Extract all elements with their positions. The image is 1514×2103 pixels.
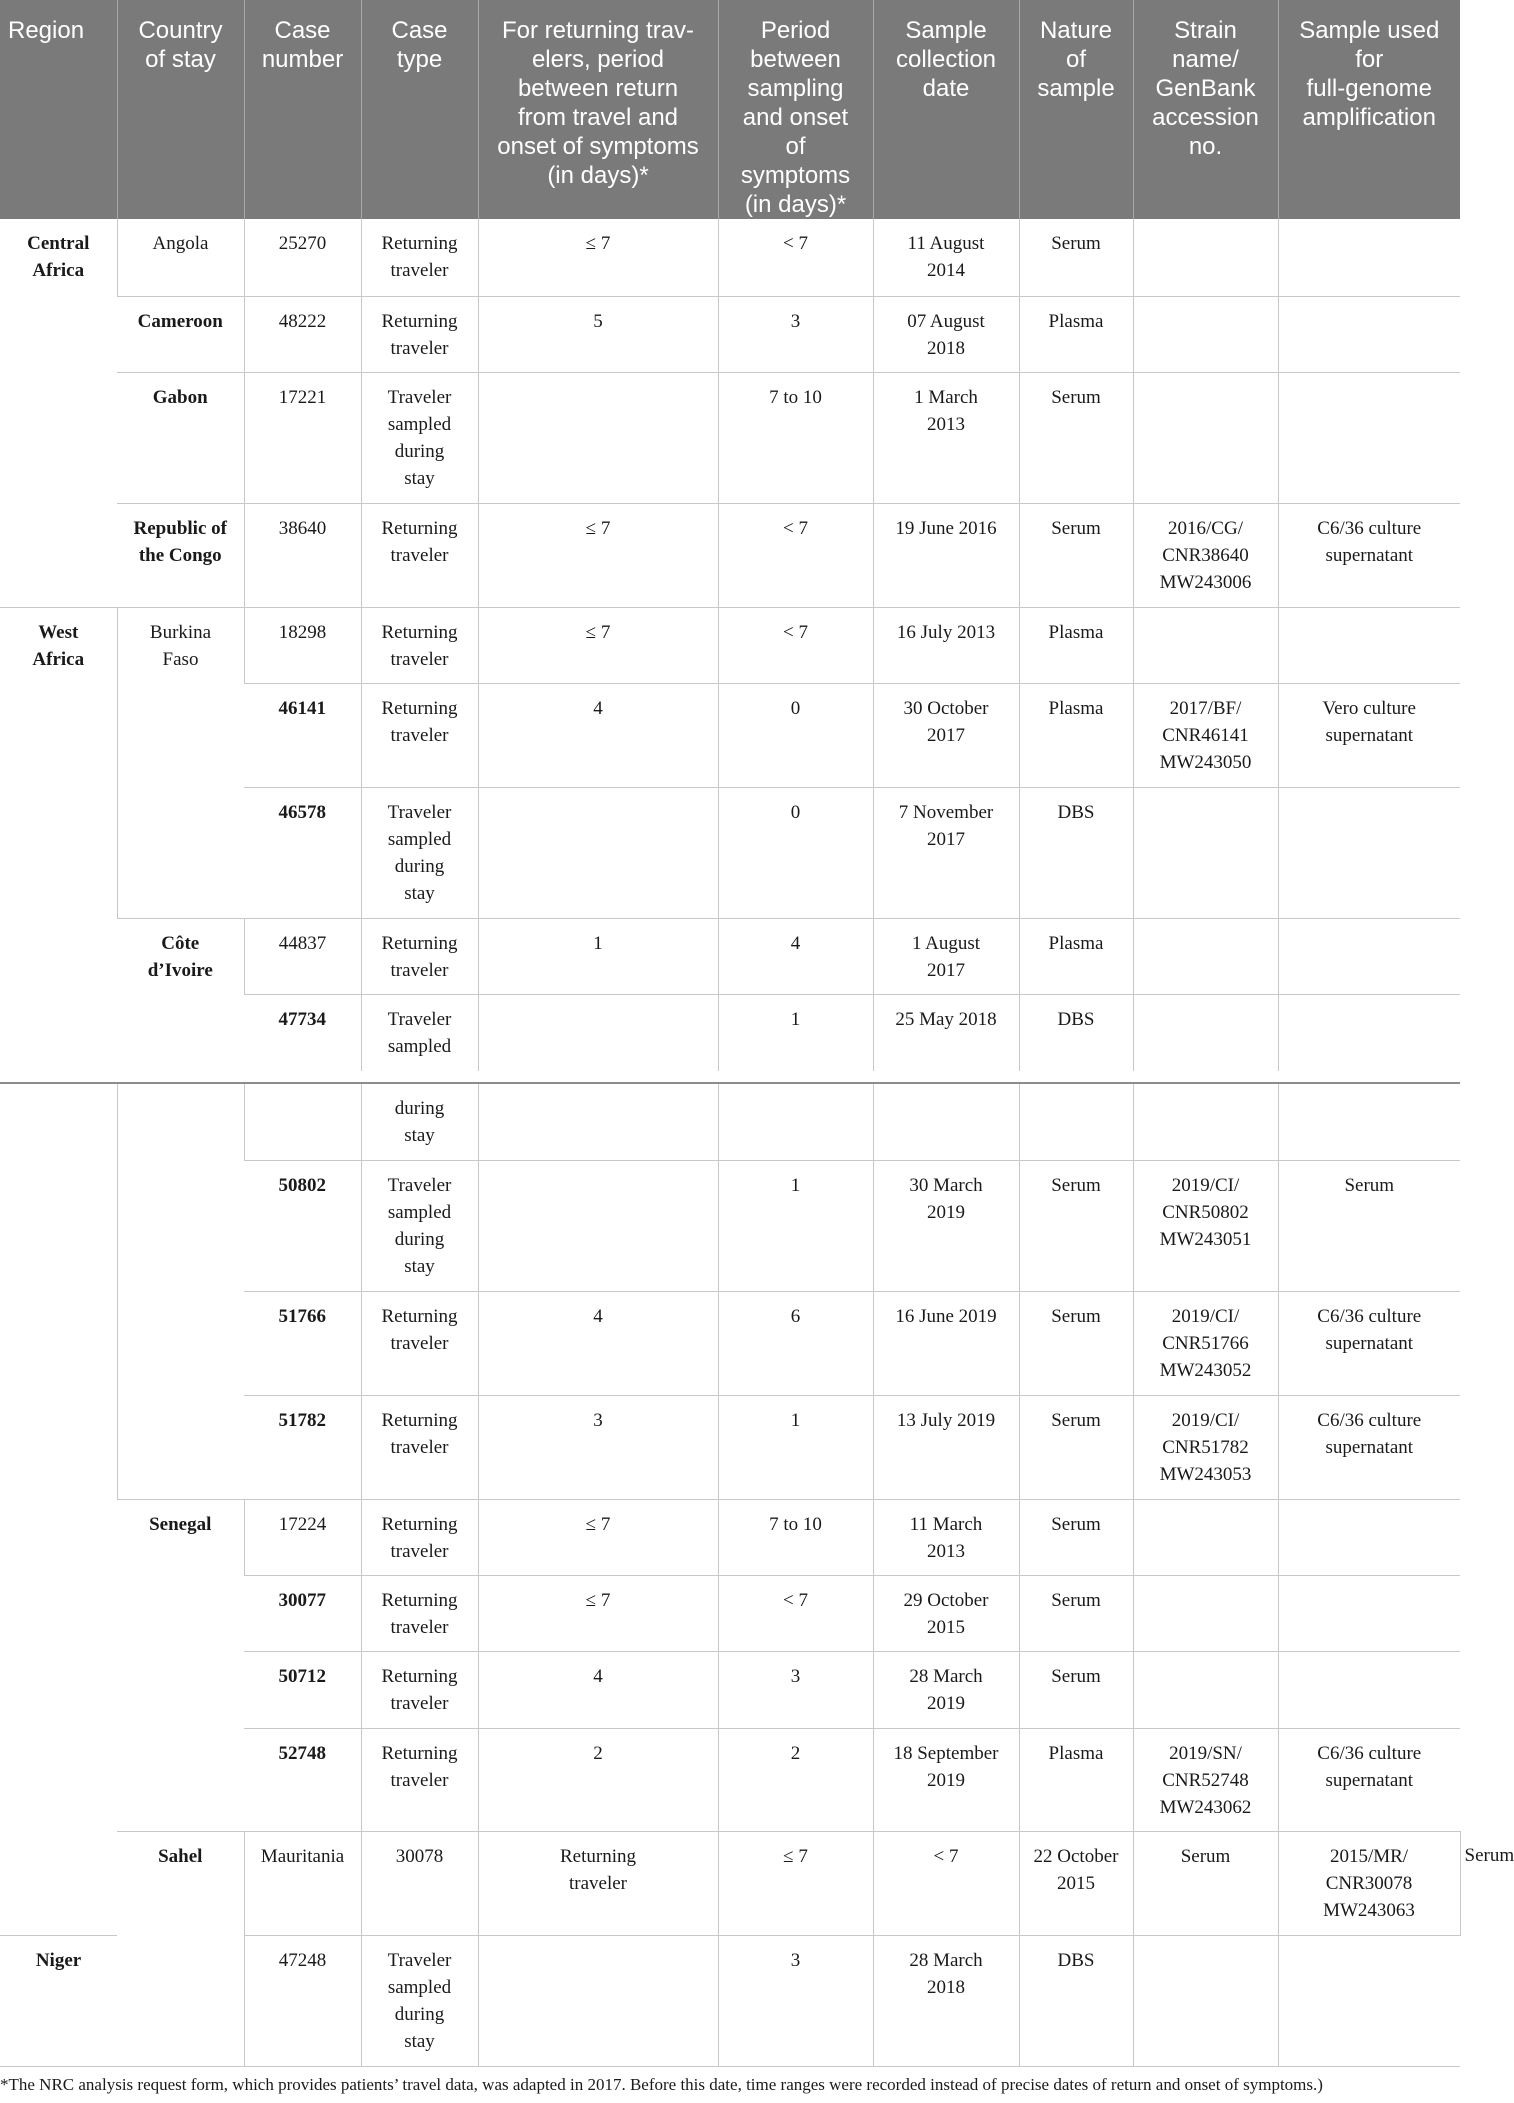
return-cell: 4 bbox=[478, 683, 718, 787]
sample-cell bbox=[1278, 994, 1460, 1071]
return-cell bbox=[478, 1084, 718, 1160]
case-cell: 48222 bbox=[244, 296, 361, 372]
nature-cell: Serum bbox=[1019, 1160, 1133, 1291]
nature-cell: Serum bbox=[1019, 1291, 1133, 1395]
strain-cell bbox=[1133, 1084, 1278, 1160]
table-row bbox=[0, 1499, 1460, 1575]
strain-cell bbox=[1133, 219, 1278, 296]
sample-cell: C6/36 culture supernatant bbox=[1278, 1291, 1460, 1395]
strain-cell bbox=[1133, 607, 1278, 683]
sample-cell: C6/36 culture supernatant bbox=[1278, 1728, 1460, 1831]
strain-cell bbox=[1133, 1651, 1278, 1728]
type-cell: Returning traveler bbox=[361, 503, 478, 607]
date-cell: 13 July 2019 bbox=[873, 1395, 1019, 1499]
nature-cell: Serum bbox=[1133, 1831, 1278, 1935]
header-nature: Nature of sample bbox=[1019, 0, 1133, 219]
country-cell: Senegal bbox=[117, 1499, 244, 1831]
strain-cell: 2019/SN/ CNR52748 MW243062 bbox=[1133, 1728, 1278, 1831]
country-cell: Cameroon bbox=[117, 296, 244, 372]
type-cell: Returning traveler bbox=[361, 607, 478, 683]
table-row bbox=[0, 219, 1460, 296]
header-collection-date: Sample collection date bbox=[873, 0, 1019, 219]
country-cell: Gabon bbox=[117, 372, 244, 503]
country-cell: Angola bbox=[117, 219, 244, 296]
date-cell: 30 October 2017 bbox=[873, 683, 1019, 787]
return-cell: ≤ 7 bbox=[478, 1575, 718, 1651]
sample-cell bbox=[1278, 1935, 1460, 2066]
region-cell: Sahel bbox=[117, 1831, 244, 2066]
type-cell: Returning traveler bbox=[361, 1395, 478, 1499]
date-cell: 30 March 2019 bbox=[873, 1160, 1019, 1291]
table-row bbox=[0, 607, 1460, 683]
return-cell bbox=[478, 1160, 718, 1291]
type-cell: Traveler sampled during stay bbox=[361, 1160, 478, 1291]
return-cell bbox=[478, 787, 718, 918]
nature-cell: Serum bbox=[1019, 1499, 1133, 1575]
sample-cell: C6/36 culture supernatant bbox=[1278, 1395, 1460, 1499]
onset-cell: 0 bbox=[718, 683, 873, 787]
date-cell: 7 November 2017 bbox=[873, 787, 1019, 918]
type-cell: Returning traveler bbox=[361, 1291, 478, 1395]
case-cell: 47734 bbox=[278, 1008, 326, 1030]
data-table-part-1 bbox=[0, 0, 1460, 1071]
onset-cell: 6 bbox=[718, 1291, 873, 1395]
case-cell: 47248 bbox=[244, 1935, 361, 2066]
date-cell: 11 March 2013 bbox=[873, 1499, 1019, 1575]
header-region: Region bbox=[0, 0, 117, 219]
return-cell: 1 bbox=[478, 918, 718, 994]
return-cell: 2 bbox=[478, 1728, 718, 1831]
header-country: Country of stay bbox=[117, 0, 244, 219]
sample-cell: Vero culture supernatant bbox=[1278, 683, 1460, 787]
strain-cell bbox=[1133, 994, 1278, 1071]
strain-cell bbox=[1133, 1499, 1278, 1575]
case-cell: 17221 bbox=[244, 372, 361, 503]
type-cell: Traveler sampled during stay bbox=[361, 787, 478, 918]
sample-cell bbox=[1278, 219, 1460, 296]
date-cell: 16 June 2019 bbox=[873, 1291, 1019, 1395]
type-cell: Returning traveler bbox=[361, 918, 478, 994]
return-cell bbox=[478, 994, 718, 1071]
country-cell: Republic of the Congo bbox=[117, 503, 244, 607]
type-cell: during stay bbox=[361, 1084, 478, 1160]
return-cell: 4 bbox=[478, 1651, 718, 1728]
strain-cell: 2015/MR/ CNR30078 MW243063 bbox=[1278, 1831, 1460, 1935]
strain-cell: 2019/CI/ CNR51766 MW243052 bbox=[1133, 1291, 1278, 1395]
date-cell: 16 July 2013 bbox=[873, 607, 1019, 683]
return-cell: ≤ 7 bbox=[478, 503, 718, 607]
type-cell: Returning traveler bbox=[361, 1575, 478, 1651]
case-cell: 46578 bbox=[244, 787, 361, 918]
date-cell: 28 March 2019 bbox=[873, 1651, 1019, 1728]
case-cell: 46141 bbox=[244, 683, 361, 787]
header-case-type: Case type bbox=[361, 0, 478, 219]
sample-cell bbox=[1278, 372, 1460, 503]
country-cell: Mauritania bbox=[244, 1831, 361, 1935]
nature-cell: Plasma bbox=[1019, 607, 1133, 683]
table-row: Sahel Mauritania 30078 Returning traveler ≤ 7 < 7 22 October 2015 Serum 2015/MR/ CNR30078 MW243063 Serum bbox=[0, 1831, 1460, 1935]
date-cell: 07 August 2018 bbox=[873, 296, 1019, 372]
date-cell: 1 March 2013 bbox=[873, 372, 1019, 503]
return-cell: 3 bbox=[478, 1395, 718, 1499]
type-cell: Returning traveler bbox=[361, 219, 478, 296]
country-cell: Côte d’Ivoire bbox=[147, 932, 213, 981]
sample-cell bbox=[1278, 296, 1460, 372]
type-cell: Returning traveler bbox=[361, 1728, 478, 1831]
case-cell: 30077 bbox=[244, 1575, 361, 1651]
onset-cell: < 7 bbox=[718, 607, 873, 683]
strain-cell: 2019/CI/ CNR51782 MW243053 bbox=[1133, 1395, 1278, 1499]
return-cell bbox=[478, 1935, 718, 2066]
strain-cell: 2019/CI/ CNR50802 MW243051 bbox=[1133, 1160, 1278, 1291]
table-row bbox=[0, 1084, 1460, 1160]
date-cell: 25 May 2018 bbox=[873, 994, 1019, 1071]
sample-cell bbox=[1278, 1651, 1460, 1728]
nature-cell: Plasma bbox=[1019, 296, 1133, 372]
strain-cell bbox=[1133, 787, 1278, 918]
sample-cell bbox=[1278, 607, 1460, 683]
case-cell: 50712 bbox=[244, 1651, 361, 1728]
header-case-number: Case number bbox=[244, 0, 361, 219]
onset-cell: 0 bbox=[718, 787, 873, 918]
nature-cell: Serum bbox=[1019, 1651, 1133, 1728]
nature-cell: Serum bbox=[1019, 219, 1133, 296]
sample-cell bbox=[1278, 1499, 1460, 1575]
nature-cell: Serum bbox=[1019, 372, 1133, 503]
onset-cell: < 7 bbox=[718, 219, 873, 296]
header-strain: Strain name/ GenBank accession no. bbox=[1133, 0, 1278, 219]
case-cell: 30078 bbox=[361, 1831, 478, 1935]
table-footnote: *The NRC analysis request form, which provides patients’ travel data, was adapted in 2017. Before this date, time ranges were recorded instead of precise dates of return and onset of symptoms.) bbox=[0, 2075, 1323, 2094]
nature-cell: DBS bbox=[1019, 787, 1133, 918]
return-cell: ≤ 7 bbox=[718, 1831, 873, 1935]
return-cell: 4 bbox=[478, 1291, 718, 1395]
table-row bbox=[0, 372, 1460, 503]
country-cell: Burkina Faso bbox=[117, 607, 244, 918]
onset-cell: < 7 bbox=[718, 1575, 873, 1651]
header-sample-used: Sample used for full-genome amplification bbox=[1278, 0, 1460, 219]
onset-cell: 2 bbox=[718, 1728, 873, 1831]
nature-cell: DBS bbox=[1019, 1935, 1133, 2066]
region-cell: West Africa bbox=[32, 621, 85, 670]
case-cell: 25270 bbox=[244, 219, 361, 296]
type-cell: Traveler sampled during stay bbox=[361, 1935, 478, 2066]
onset-cell: 7 to 10 bbox=[718, 372, 873, 503]
onset-cell: 1 bbox=[718, 1395, 873, 1499]
sample-cell bbox=[1278, 787, 1460, 918]
return-cell: 5 bbox=[478, 296, 718, 372]
date-cell: 29 October 2015 bbox=[873, 1575, 1019, 1651]
return-cell: ≤ 7 bbox=[478, 219, 718, 296]
onset-cell: 3 bbox=[718, 296, 873, 372]
return-cell bbox=[478, 372, 718, 503]
onset-cell: < 7 bbox=[718, 503, 873, 607]
nature-cell: Plasma bbox=[1019, 683, 1133, 787]
type-cell: Returning traveler bbox=[361, 1499, 478, 1575]
case-cell: 51766 bbox=[244, 1291, 361, 1395]
onset-cell bbox=[718, 1084, 873, 1160]
nature-cell: Serum bbox=[1019, 1395, 1133, 1499]
date-cell: 1 August 2017 bbox=[873, 918, 1019, 994]
onset-cell: 4 bbox=[718, 918, 873, 994]
date-cell: 22 October 2015 bbox=[1019, 1831, 1133, 1935]
date-cell: 19 June 2016 bbox=[873, 503, 1019, 607]
nature-cell: Plasma bbox=[1019, 1728, 1133, 1831]
strain-cell: 2016/CG/ CNR38640 MW243006 bbox=[1133, 503, 1278, 607]
country-cell: Niger bbox=[0, 1935, 117, 2066]
date-cell: 28 March 2018 bbox=[873, 1935, 1019, 2066]
onset-cell: 3 bbox=[718, 1935, 873, 2066]
header-sampling-period: Period between sampling and onset of symptoms (in days)* bbox=[718, 0, 873, 219]
type-cell: Returning traveler bbox=[361, 296, 478, 372]
date-cell: 11 August 2014 bbox=[873, 219, 1019, 296]
case-cell: 50802 bbox=[244, 1160, 361, 1291]
onset-cell: 7 to 10 bbox=[718, 1499, 873, 1575]
return-cell: ≤ 7 bbox=[478, 607, 718, 683]
table-row bbox=[0, 503, 1460, 607]
onset-cell: 1 bbox=[718, 1160, 873, 1291]
sample-cell bbox=[1278, 1084, 1460, 1160]
sample-cell: Serum bbox=[1278, 1160, 1460, 1291]
case-cell: 44837 bbox=[244, 918, 361, 994]
type-cell: Traveler sampled during stay bbox=[361, 372, 478, 503]
type-cell: Returning traveler bbox=[361, 683, 478, 787]
nature-cell: Serum bbox=[1019, 503, 1133, 607]
strain-cell: 2017/BF/ CNR46141 MW243050 bbox=[1133, 683, 1278, 787]
strain-cell bbox=[1133, 1575, 1278, 1651]
strain-cell bbox=[1133, 296, 1278, 372]
region-cell: Central Africa bbox=[0, 219, 117, 607]
table-row bbox=[0, 918, 1460, 994]
return-cell: ≤ 7 bbox=[478, 1499, 718, 1575]
onset-cell: 3 bbox=[718, 1651, 873, 1728]
strain-cell bbox=[1133, 918, 1278, 994]
country-cell-continued bbox=[117, 1084, 244, 1499]
nature-cell bbox=[1019, 1084, 1133, 1160]
type-cell: Returning traveler bbox=[361, 1651, 478, 1728]
nature-cell: Serum bbox=[1019, 1575, 1133, 1651]
nature-cell: Plasma bbox=[1019, 918, 1133, 994]
table-header-row bbox=[0, 0, 1460, 219]
case-cell: 51782 bbox=[244, 1395, 361, 1499]
case-cell: 17224 bbox=[244, 1499, 361, 1575]
strain-cell bbox=[1133, 1935, 1278, 2066]
case-cell: 18298 bbox=[244, 607, 361, 683]
strain-cell bbox=[1133, 372, 1278, 503]
onset-cell: < 7 bbox=[873, 1831, 1019, 1935]
date-cell: 18 September 2019 bbox=[873, 1728, 1019, 1831]
sample-cell bbox=[1278, 918, 1460, 994]
onset-cell: 1 bbox=[718, 994, 873, 1071]
case-cell bbox=[244, 1084, 361, 1160]
type-cell: Returning traveler bbox=[478, 1831, 718, 1935]
sample-cell: C6/36 culture supernatant bbox=[1278, 503, 1460, 607]
sample-cell bbox=[1278, 1575, 1460, 1651]
type-cell: Traveler sampled bbox=[361, 994, 478, 1071]
table-row bbox=[0, 296, 1460, 372]
nature-cell: DBS bbox=[1019, 994, 1133, 1071]
region-cell-continued bbox=[0, 1084, 117, 1935]
date-cell bbox=[873, 1084, 1019, 1160]
header-return-period: For returning trav- elers, period between return from travel and onset of symptoms (in days)* bbox=[478, 0, 718, 219]
data-table-part-2 bbox=[0, 1084, 1514, 2067]
case-cell: 52748 bbox=[244, 1728, 361, 1831]
case-cell: 38640 bbox=[244, 503, 361, 607]
